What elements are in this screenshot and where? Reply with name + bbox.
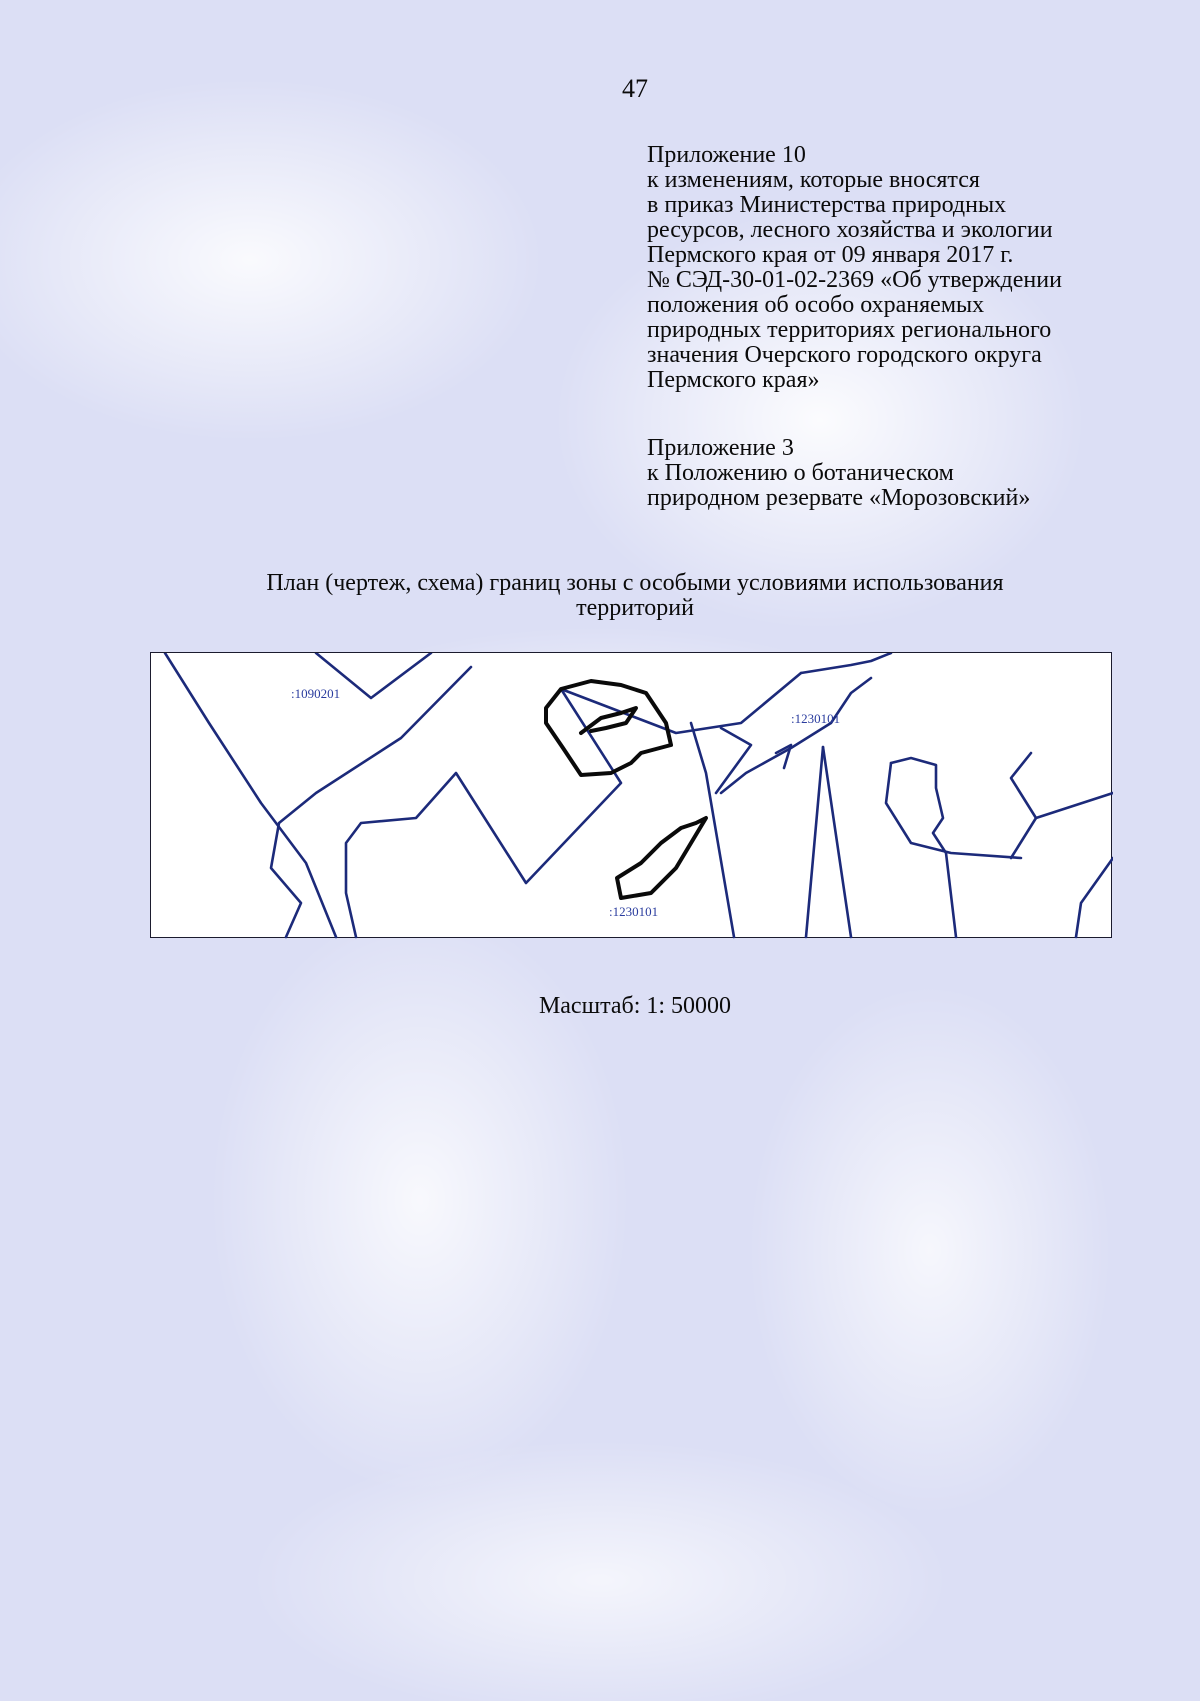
appendix-10-header — [647, 143, 1167, 393]
parcel-boundary — [721, 678, 871, 793]
appendix-10-line: Пермского края» — [647, 367, 820, 393]
appendix-10-line: природных территориях регионального — [647, 317, 1052, 343]
map-scale: Масштаб: 1: 50000 — [538, 993, 732, 1019]
cadastral-label: :1090201 — [291, 686, 341, 701]
parcel-boundary — [1036, 793, 1113, 818]
boundary-map — [150, 652, 1112, 938]
appendix-10-line: № СЭД-30-01-02-2369 «Об утверждении — [647, 267, 1062, 293]
parcel-boundary — [891, 758, 956, 937]
appendix-3-line: природном резервате «Морозовский» — [647, 485, 1031, 511]
plan-title — [150, 571, 1120, 621]
parcel-boundary — [806, 747, 823, 937]
parcel-boundary — [346, 673, 801, 937]
appendix-10-line: Приложение 10 — [647, 142, 806, 168]
appendix-10-line: в приказ Министерства природных — [647, 192, 1007, 218]
parcel-boundary — [1011, 753, 1036, 858]
plan-title-line-2: территорий — [576, 595, 694, 621]
appendix-10-line: положения об особо охраняемых — [647, 292, 985, 318]
parcel-boundary — [801, 653, 891, 673]
plan-title-line-1: План (чертеж, схема) границ зоны с особыми условиями использования — [266, 570, 1004, 596]
appendix-10-line: Пермского края от 09 января 2017 г. — [647, 242, 1014, 268]
appendix-3-line: к Положению о ботаническом — [647, 460, 954, 486]
appendix-3-line: Приложение 3 — [647, 435, 794, 461]
appendix-3-header — [647, 436, 1167, 511]
protected-zone-boundary — [617, 818, 706, 898]
parcel-boundary — [271, 667, 471, 937]
parcel-boundary — [886, 763, 1021, 858]
parcel-boundary — [823, 747, 851, 937]
appendix-10-line: ресурсов, лесного хозяйства и экологии — [647, 217, 1053, 243]
cadastral-label: :1230101 — [609, 904, 659, 919]
appendix-10-line: значения Очерского городского округа — [647, 342, 1042, 368]
appendix-10-line: к изменениям, которые вносятся — [647, 167, 980, 193]
cadastral-label: :1230101 — [791, 711, 841, 726]
page-number: 47 — [622, 74, 648, 103]
parcel-boundary — [1076, 858, 1113, 937]
protected-zone-boundary — [581, 708, 636, 733]
